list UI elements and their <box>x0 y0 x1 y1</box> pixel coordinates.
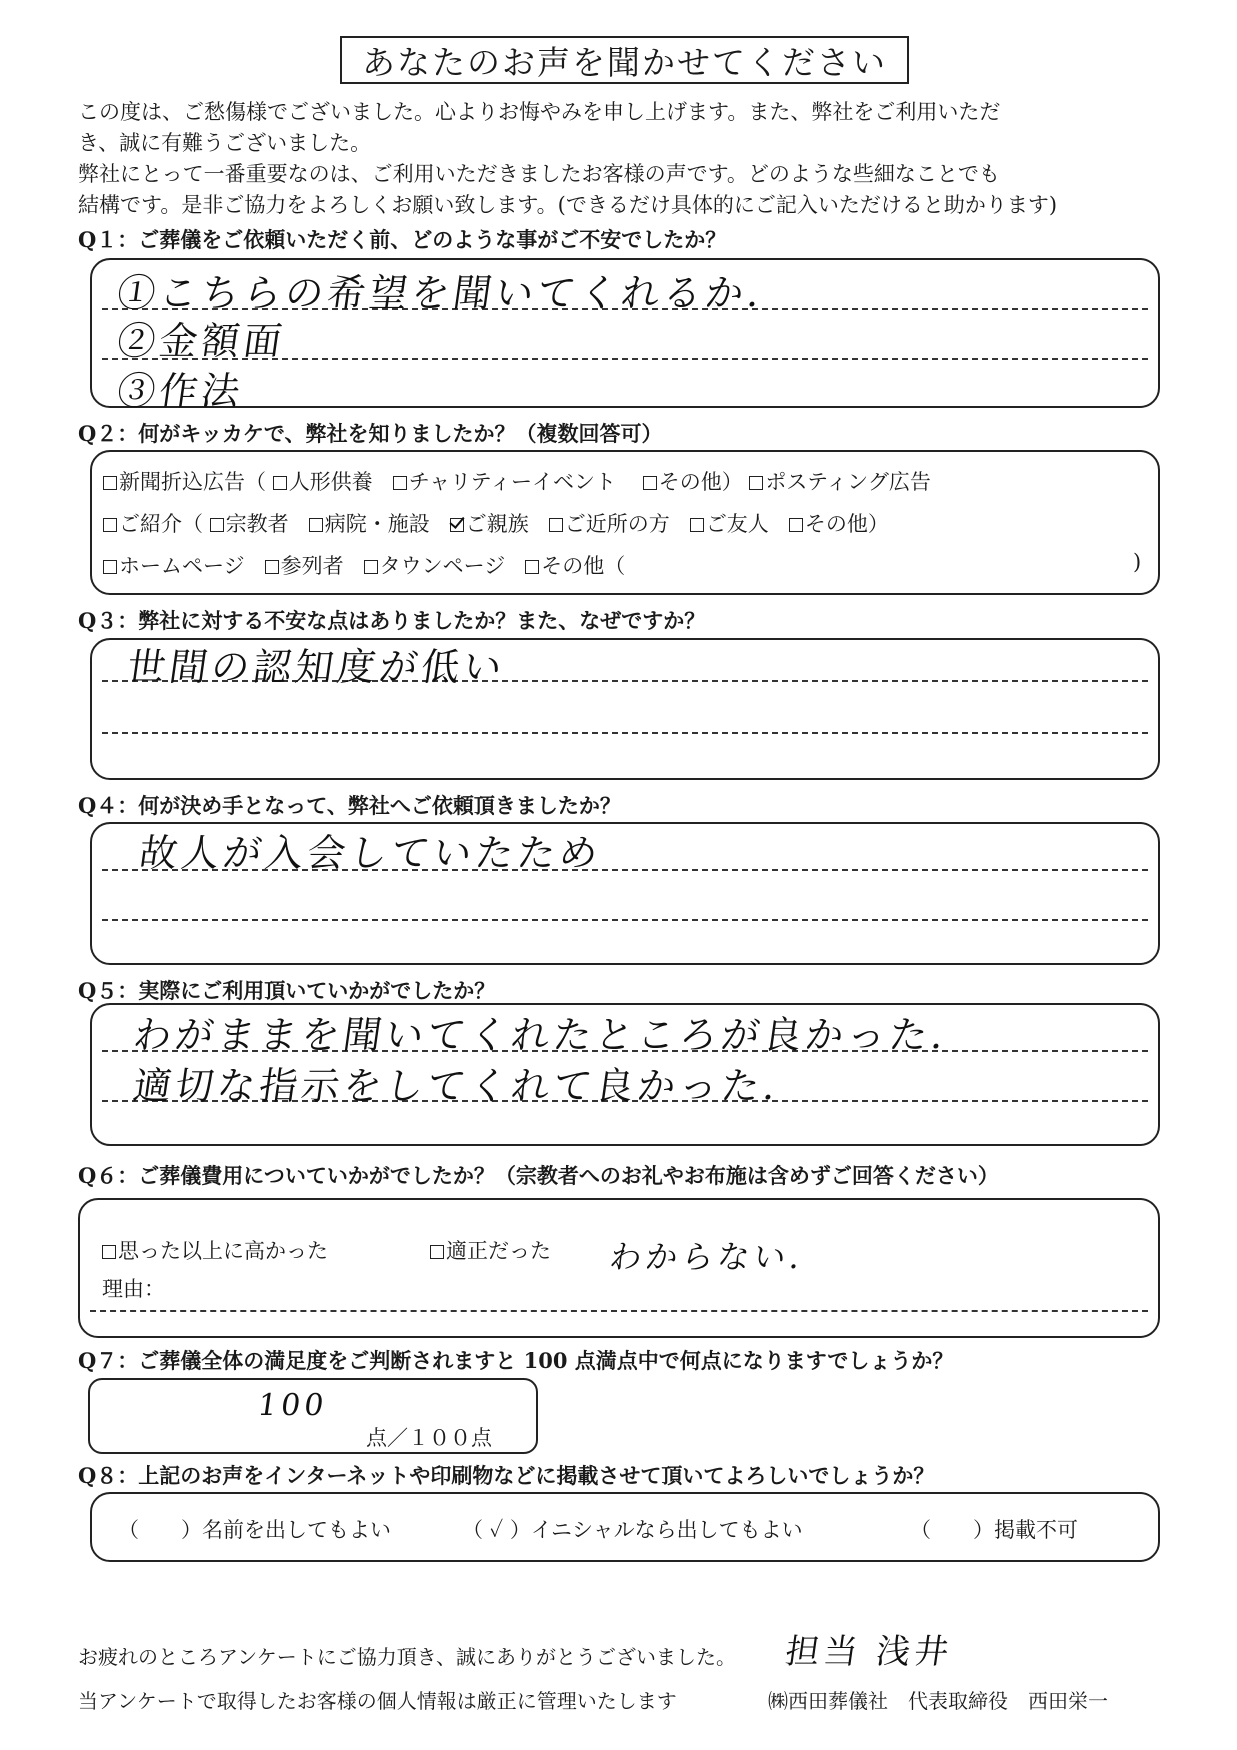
intro-line-3: 弊社にとって一番重要なのは、ご利用いただきましたお客様の声です。どのような些細なことでも <box>78 162 1000 186</box>
page-title: あなたのお声を聞かせてください <box>340 36 909 84</box>
option-checkbox[interactable] <box>430 1245 444 1259</box>
footer-company: ㈱西田葬儀社 代表取締役 西田栄一 <box>768 1689 1108 1713</box>
option-checkbox[interactable] <box>265 560 279 574</box>
intro-line-4: 結構です。是非ご協力をよろしくお願い致します。(できるだけ具体的にご記入いただけると助かります) <box>78 193 1058 217</box>
q1-answer-1: ①こちらの希望を聞いてくれるか. <box>114 271 767 315</box>
staff-signature: 担当 浅井 <box>782 1632 956 1672</box>
q6-option-fair: 適正だった <box>430 1235 551 1265</box>
option-checkbox[interactable] <box>749 476 763 490</box>
footer-thanks: お疲れのところアンケートにご協力頂き、誠にありがとうございました。 <box>78 1645 736 1669</box>
q6-handwritten-answer: わからない. <box>607 1238 807 1276</box>
q8-option-not-allowed[interactable]: （ ）掲載不可 <box>910 1518 1078 1542</box>
option-checkbox[interactable] <box>364 560 378 574</box>
q1-answer-3: ③作法 <box>114 369 247 413</box>
q3-question: Q３：弊社に対する不安な点はありましたか？また、なぜですか？ <box>78 608 706 633</box>
option-checkbox[interactable] <box>393 476 407 490</box>
option-checkbox[interactable] <box>210 518 224 532</box>
option-checkbox[interactable] <box>525 560 539 574</box>
q2-row-3: ホームページ 参列者 タウンページ その他（ <box>103 550 625 580</box>
option-checkbox[interactable] <box>309 518 323 532</box>
q8-option-initials-ok[interactable]: （ ✓ ）イニシャルなら出してもよい <box>462 1518 803 1542</box>
q7-question: Q７：ご葬儀全体の満足度をご判断されますと 100 点満点中で何点になりますでしょうか？ <box>78 1348 954 1373</box>
q8-question: Q８：上記のお声をインターネットや印刷物などに掲載させて頂いてよろしいでしょうか？ <box>78 1463 935 1488</box>
option-checkbox[interactable] <box>643 476 657 490</box>
q2-row-2: ご紹介（ 宗教者 病院・施設 ご親族 ご近所の方 ご友人 その他） <box>103 508 889 538</box>
intro-line-1: この度は、ご愁傷様でございました。心よりお悔やみを申し上げます。また、弊社をご利用いただ <box>78 100 1001 124</box>
q2-row-1: 新聞折込広告（ 人形供養 チャリティーイベント その他） ポスティング広告 <box>103 466 931 496</box>
q7-score-suffix: 点／１００点 <box>366 1426 492 1450</box>
q6-reason-label: 理由： <box>102 1277 165 1301</box>
q5-answer-2: 適切な指示をしてくれて良かった. <box>130 1064 783 1108</box>
q2-row-3-close-paren: ) <box>1133 550 1142 574</box>
footer-privacy: 当アンケートで取得したお客様の個人情報は厳正に管理いたします <box>78 1689 677 1713</box>
option-checkbox[interactable] <box>273 476 287 490</box>
option-checkbox[interactable] <box>549 518 563 532</box>
q3-answer: 世間の認知度が低い <box>124 645 509 689</box>
q7-score: 100 <box>255 1388 330 1423</box>
q4-answer: 故人が入会していたため <box>136 831 605 875</box>
q5-question: Q５：実際にご利用頂いていかがでしたか？ <box>78 978 496 1003</box>
q8-option-name-ok[interactable]: （ ）名前を出してもよい <box>118 1518 391 1542</box>
option-checkbox[interactable] <box>789 518 803 532</box>
q1-question: Q１：ご葬儀をご依頼いただく前、どのような事がご不安でしたか？ <box>78 227 727 252</box>
q5-answer-1: わがままを聞いてくれたところが良かった. <box>130 1013 951 1057</box>
q4-question: Q４：何が決め手となって、弊社へご依頼頂きましたか？ <box>78 793 621 818</box>
option-checkbox-checked[interactable] <box>450 518 464 532</box>
q1-answer-2: ②金額面 <box>114 319 289 363</box>
option-checkbox[interactable] <box>103 476 117 490</box>
option-checkbox[interactable] <box>102 1245 116 1259</box>
option-checkbox[interactable] <box>103 518 117 532</box>
q6-question: Q６：ご葬儀費用についていかがでしたか？（宗教者へのお礼やお布施は含めずご回答ください） <box>78 1163 999 1188</box>
q6-option-expensive: 思った以上に高かった <box>102 1235 328 1265</box>
option-checkbox[interactable] <box>690 518 704 532</box>
q2-question: Q２：何がキッカケで、弊社を知りましたか？（複数回答可） <box>78 421 663 446</box>
option-checkbox[interactable] <box>103 560 117 574</box>
intro-line-2: き、誠に有難うございました。 <box>78 131 372 155</box>
